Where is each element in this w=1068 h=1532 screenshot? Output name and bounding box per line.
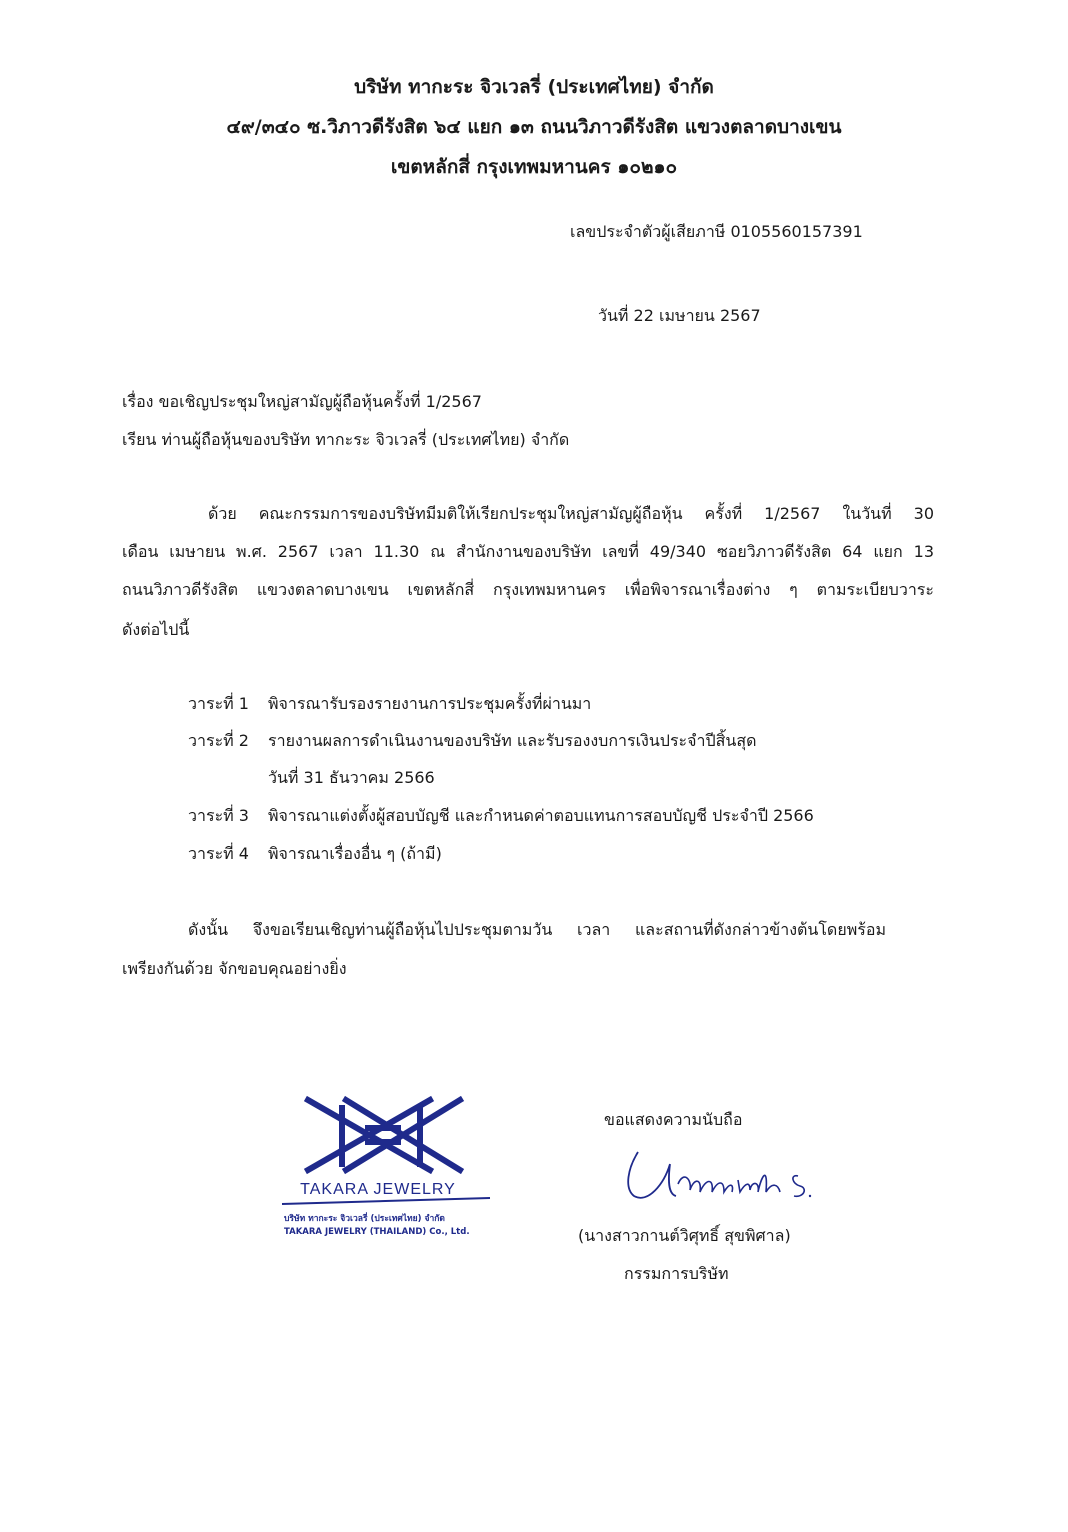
agenda-number: วาระที่ 1 xyxy=(188,694,249,713)
body-paragraph-2-line-2: เพรียงกันด้วย จักขอบคุณอย่างยิ่ง xyxy=(122,959,347,978)
agenda-number: วาระที่ 4 xyxy=(188,844,249,863)
body-paragraph-2-line-1: ดังนั้น จึงขอเรียนเชิญท่านผู้ถือหุ้นไปประชุมตามวัน เวลา และสถานที่ดังกล่าวข้างต้นโดยพร้อม xyxy=(188,920,886,939)
seal-line-english: TAKARA JEWELRY (THAILAND) Co., Ltd. xyxy=(284,1227,470,1237)
company-address-line-1: ๔๙/๓๔๐ ซ.วิภาวดีรังสิต ๖๔ แยก ๑๓ ถนนวิภาวดีรังสิต แขวงตลาดบางเขน xyxy=(226,116,842,138)
closing-phrase: ขอแสดงความนับถือ xyxy=(604,1110,743,1129)
company-name: บริษัท ทากะระ จิวเวลรี่ (ประเทศไทย) จำกัด xyxy=(354,76,714,98)
letter-date: วันที่ 22 เมษายน 2567 xyxy=(598,306,761,325)
takara-logo-icon xyxy=(280,1086,500,1246)
seal-brand: TAKARA JEWELRY xyxy=(300,1181,456,1198)
body-paragraph-1-line-3: ถนนวิภาวดีรังสิต แขวงตลาดบางเขน เขตหลักสี่ กรุงเทพมหานคร เพื่อพิจารณาเรื่องต่าง ๆ ตามระเบียบวาระ xyxy=(122,580,934,599)
agenda-text-continued: วันที่ 31 ธันวาคม 2566 xyxy=(268,768,435,787)
company-address-line-2: เขตหลักสี่ กรุงเทพมหานคร ๑๐๒๑๐ xyxy=(390,156,678,178)
seal-line-thai: บริษัท ทากะระ จิวเวลรี่ (ประเทศไทย) จำกัด xyxy=(284,1214,445,1224)
agenda-text: พิจารณาเรื่องอื่น ๆ (ถ้ามี) xyxy=(268,844,442,863)
letter-recipient: เรียน ท่านผู้ถือหุ้นของบริษัท ทากะระ จิวเวลรี่ (ประเทศไทย) จำกัด xyxy=(122,430,570,449)
signatory-name: (นางสาวกานต์วิศุทธิ์ สุขพิศาล) xyxy=(578,1226,791,1245)
agenda-text: พิจารณาแต่งตั้งผู้สอบบัญชี และกำหนดค่าตอบแทนการสอบบัญชี ประจำปี 2566 xyxy=(268,806,814,825)
handwritten-signature xyxy=(620,1140,820,1212)
signatory-title: กรรมการบริษัท xyxy=(624,1264,729,1283)
agenda-number: วาระที่ 3 xyxy=(188,806,249,825)
company-seal xyxy=(280,1086,500,1246)
body-paragraph-1-line-2: เดือน เมษายน พ.ศ. 2567 เวลา 11.30 ณ สำนักงานของบริษัท เลขที่ 49/340 ซอยวิภาวดีรังสิต 64 แยก 13 xyxy=(122,542,934,561)
letter-subject: เรื่อง ขอเชิญประชุมใหญ่สามัญผู้ถือหุ้นครั้งที่ 1/2567 xyxy=(122,392,482,411)
agenda-number: วาระที่ 2 xyxy=(188,731,249,750)
agenda-text: รายงานผลการดำเนินงานของบริษัท และรับรองงบการเงินประจำปีสิ้นสุด xyxy=(268,731,757,750)
body-paragraph-1-line-4: ดังต่อไปนี้ xyxy=(122,620,190,639)
agenda-text: พิจารณารับรองรายงานการประชุมครั้งที่ผ่านมา xyxy=(268,694,592,713)
tax-id: เลขประจำตัวผู้เสียภาษี 0105560157391 xyxy=(570,222,863,241)
body-paragraph-1-line-1: ด้วย คณะกรรมการของบริษัทมีมติให้เรียกประชุมใหญ่สามัญผู้ถือหุ้น ครั้งที่ 1/2567 ในวันที่ 30 xyxy=(208,504,934,523)
